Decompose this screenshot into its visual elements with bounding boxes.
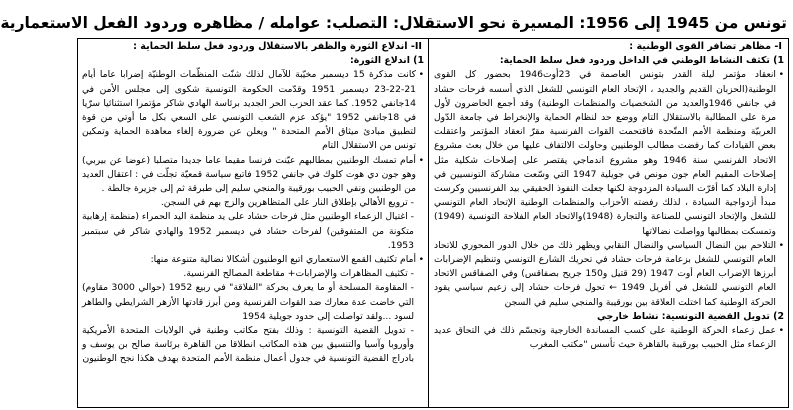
right-column <box>430 39 788 407</box>
paragraph: - تكثيف المظاهرات والإضرابات+ مقاطعة المصالح الفرنسية. <box>183 268 414 280</box>
document-frame <box>77 38 789 408</box>
section-heading-2: II- اندلاع الثورة والظفر بالاستقلال وردود فعل سلط الحماية : <box>133 41 422 52</box>
page-title: تونس من 1945 إلى 1956: المسيرة نحو الاستقلال: التصلب: عوامله / مظاهره وردود الفعل الاستعمارية <box>0 14 787 32</box>
paragraph: • التلاحم بين النضال السياسي والنضال النقابي ويظهر ذلك من خلال الدور المحوري للاتحاد العام التونسي للشغل بزعامة فرحات حشاد في تحريك الشارع التونسي وتنظيم الإضرابات أبرزها الإضراب العام أوت 1947 (29 قتيل و150 جريح بصفاقس) وفي الصفاقس الاتحاد العام التونسي للشغل في أفريل 1949 ← تحول فرحات حشاد إلى زعيم سياسي يقود الحركة الوطنية كما اختلت العلاقة بين بورقيبة والمنجي سليم في السجن <box>434 239 784 310</box>
paragraph: • عمل زعماء الحركة الوطنية على كسب المساندة الخارجية وتجسّم ذلك في التحاق عديد الزعماء مثل الحبيب بورقيبة بالقاهرة حيث تأسس "مكتب المغرب <box>434 324 784 352</box>
section-heading-1: I- مظاهر تضافر القوى الوطنية : <box>629 41 782 52</box>
paragraph: - المقاومة المسلحة أو ما يعرف بحركة "الفلاقة" في ربيع 1952 (حوالي 3000 مقاوم) التي خاضت عدة معارك ضد القوات الفرنسية ومن أبرز قادتها الأزهر الشرايطي والطاهر لسود ...ولقد تواصلت إلى حدود جويلية 1954 <box>82 282 414 322</box>
paragraph: - تدويل القضية التونسية : وذلك بفتح مكاتب وطنية في الولايات المتحدة الأمريكية وأوروبا وآسيا والتنسيق بين هذه المكاتب انطلاقا من القاهرة برئاسة صالح بن يوسف و بادراج القضية التونسية في جدول أعمال منظمة الأمم المتحدة بهدف هكذا نجح الوطنيون <box>82 325 414 365</box>
left-column <box>78 39 429 407</box>
paragraph: • انعقاد مؤتمر ليلة القدر بتونس العاصمة في 23أوت1946 بحضور كل القوى الوطنية(الحزبان القديم والجديد ، الإتحاد العام التونسي للشغل الذي أسسه فرحات حشاد في جانفي 1946والعديد من الشخصيات والمنظمات الوطنية) وقد أجمع الحاضرون لأول مرة على المطالبة بالاستقلال التام ووضع حد لنظام الحماية والإنخراط في جامعة الدّول العربيّة ومنظمة الأمم المتّحدة فاقتحمت القوات الفرنسية مقرّ انعقاد المؤتمر واعتقلت بعض القيادات كما رفضت مطالب الوطنيين وحاولت الالتفاف عليها من خلال بعث مشروع الاتحاد الفرنسي سنة 1946 وهو مشروع اندماجي يقتصر على إصلاحات شكلية مثل إصلاحات المقيم العام جون مونص في جويلية 1947 التي وسّعت مشاركة التونسيين في إدارة البلاد كما أقرّت السيادة المزدوجة لكنها جعلت النفوذ الحقيقي بيد الفرنسيين وكرست مبدأ أزدواجية السيادة ، لذلك رفضته الأحزاب والمنظمات الوطنية الإتحاد العام التونسي للشغل والإتحاد التونسي للصناعة والتجارة (1948)والاتحاد العام الفلاحة التونسية (1949) وتمسكت بمطالبها وواصلت نضالاتها <box>434 68 784 238</box>
paragraph: - اغتيال الزعماء الوطنيين مثل فرحات حشاد على يد منظمة اليد الحمراء (منظمة إرهابية متكونة من المتفوقين) لفرحات حشاد في ديسمبر 1952 والهادي شاكر في سبتمبر 1953. <box>82 211 414 251</box>
subheading-2-1: 1) اندلاع الثورة: <box>350 55 424 67</box>
subheading-1-2: 2) تدويل القضية التونسية: نشاط خارجي <box>596 310 784 322</box>
paragraph: • أمام تمسك الوطنيين بمطالبهم عيّنت فرنسا مقيما عاما جديدا متصلبا (عوضا عن بيربي) وهو جون دي هوت كلوك في جانفي 1952 فاتبع سياسة قمعيّة تجلّت في : اعتقال العديد من الوطنيين ونفي الحبيب بورقيبة والمنجي سليم إلى طبرقة ثم إلى جزيرة جالطة . <box>82 154 424 197</box>
subheading-1-1: 1) تكثف النشاط الوطني في الداخل وردود فعل سلط الحماية: <box>499 55 784 67</box>
paragraph: • أمام تكثيف القمع الاستعماري اتبع الوطنيون أشكالا نضالية متنوعة منها: <box>82 253 424 267</box>
paragraph: • كانت مذكرة 15 ديسمبر مخيّبة للآمال لذلك شنّت المنظّمات الوطنيّة إضرابا عاما أيام 21-22-23 ديسمبر 1951 وقدّمت الحكومة التونسية شكوى إلى مجلس الأمن في 14جانفي 1952. كما عقد الحزب الحر الجديد برئاسة الهادي شاكر مؤتمرا استثنائيا سرّيا في 18جانفي 1952 "يؤكد عزم الشعب التونسي على السعي بكل ما أوتي من قوة لتطبيق مبادئ ميثاق الأمم المتحدة " ويعلن عن ضرورة إلغاء معاهدة الحماية وتمكين تونس من الاستقلال التام <box>82 68 424 153</box>
paragraph: - ترويع الأهالي بإطلاق النار على المتظاهرين والزج بهم في السجن. <box>160 197 414 209</box>
